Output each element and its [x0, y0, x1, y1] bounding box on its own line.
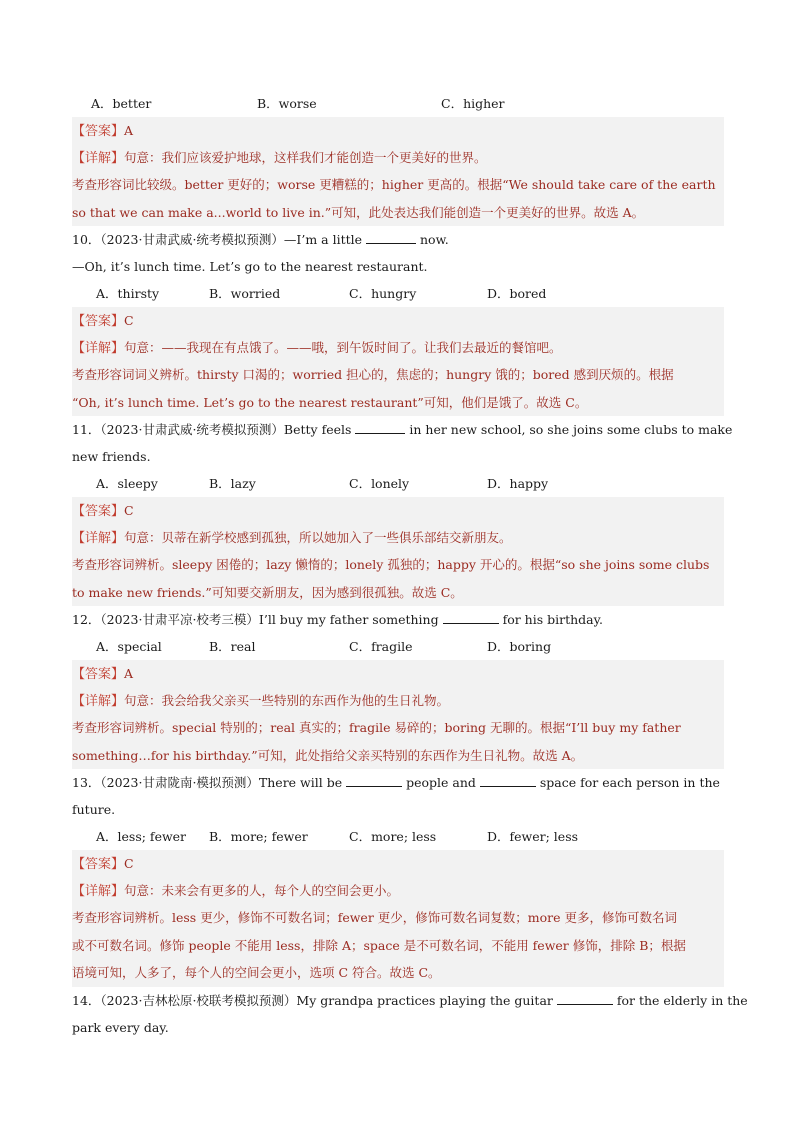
q10-meaning: 【详解】句意：——我现在有点饿了。——哦，到午饭时间了。让我们去最近的餐馆吧。	[72, 340, 562, 356]
q13-answer: 【答案】C	[72, 856, 134, 872]
q14-stem-line2: park every day.	[72, 1019, 169, 1035]
q11-solution	[72, 497, 724, 606]
answer-blank	[443, 611, 499, 624]
q12-option-d: D．boring	[487, 639, 552, 654]
q10-stem: 10．（2023·甘肃武威·统考模拟预测）—I’m a little now.	[72, 232, 449, 247]
q13-option-b: B．more; fewer	[209, 829, 308, 844]
q13-options	[72, 823, 724, 850]
q10-option-d: D．bored	[487, 286, 547, 301]
q10-analysis-line: 考查形容词词义辨析。thirsty 口渴的；worried 担心的，焦虑的；hungry 饿的；bored 感到厌烦的。根据	[72, 367, 674, 382]
answer-blank	[557, 992, 613, 1005]
q11-analysis-line: to make new friends.”可知要交新朋友，因为感到很孤独。故选 C。	[72, 584, 463, 600]
q11-option-a: A．sleepy	[96, 476, 158, 491]
q12-option-b: B．real	[209, 639, 256, 654]
q12-solution	[72, 660, 724, 769]
answer-blank	[355, 421, 405, 434]
q11-option-d: D．happy	[487, 476, 549, 491]
q9-option-c: C．higher	[441, 96, 505, 111]
q12-option-a: A．special	[96, 639, 162, 654]
q11-answer: 【答案】C	[72, 503, 134, 519]
q9-option-a: A．better	[91, 96, 152, 111]
answer-blank	[346, 774, 402, 787]
q13-option-a: A．less; fewer	[96, 829, 187, 844]
q11-options	[72, 470, 724, 497]
q12-meaning: 【详解】句意：我会给我父亲买一些特别的东西作为他的生日礼物。	[72, 693, 450, 709]
q11-stem-line2: new friends.	[72, 449, 151, 464]
q9-options	[72, 90, 724, 117]
q9-meaning: 【详解】句意：我们应该爱护地球，这样我们才能创造一个更美好的世界。	[72, 150, 487, 166]
q11-analysis-line: 考查形容词辨析。sleepy 困倦的；lazy 懒惰的；lonely 孤独的；happy 开心的。根据“so she joins some clubs	[72, 557, 710, 572]
q12-analysis-line: 考查形容词辨析。special 特别的；real 真实的；fragile 易碎的；boring 无聊的。根据“I’ll buy my father	[72, 720, 681, 735]
answer-blank	[480, 774, 536, 787]
q9-analysis-line: 考查形容词比较级。better 更好的；worse 更糟糕的；higher 更高的。根据“We should take care of the earth	[72, 177, 716, 192]
q12-stem: 12．（2023·甘肃平凉·校考三模）I’ll buy my father something for his birthday.	[72, 612, 603, 627]
q13-meaning: 【详解】句意：未来会有更多的人，每个人的空间会更小。	[72, 883, 400, 899]
q13-analysis-line: 语境可知，人多了，每个人的空间会更小，选项 C 符合。故选 C。	[72, 965, 441, 980]
q9-solution	[72, 117, 724, 226]
q13-option-d: D．fewer; less	[487, 829, 579, 844]
q10-stem-line2: —Oh, it’s lunch time. Let’s go to the nearest restaurant.	[72, 259, 428, 274]
q10-option-b: B．worried	[209, 286, 281, 301]
q12-option-c: C．fragile	[349, 639, 413, 654]
q12-answer: 【答案】A	[72, 666, 134, 682]
q10-options	[72, 280, 724, 307]
q10-answer: 【答案】C	[72, 313, 134, 329]
q11-option-c: C．lonely	[349, 476, 410, 491]
q10-solution	[72, 307, 724, 416]
q12-analysis-line: something…for his birthday.”可知，此处指给父亲买特别的东西作为生日礼物。故选 A。	[72, 747, 584, 763]
q13-analysis-line: 考查形容词辨析。less 更少，修饰不可数名词；fewer 更少，修饰可数名词复数；more 更多，修饰可数名词	[72, 910, 677, 925]
q12-options	[72, 633, 724, 660]
q13-solution	[72, 850, 724, 987]
q14-stem: 14．（2023·吉林松原·校联考模拟预测）My grandpa practices playing the guitar for the elderly in the	[72, 992, 748, 1008]
q13-option-c: C．more; less	[349, 829, 437, 844]
q13-stem-line2: future.	[72, 802, 116, 817]
q10-option-a: A．thirsty	[96, 286, 160, 301]
q11-option-b: B．lazy	[209, 476, 256, 491]
q9-option-b: B．worse	[257, 96, 317, 111]
answer-blank	[366, 231, 416, 244]
q13-analysis-line: 或不可数名词。修饰 people 不能用 less，排除 A；space 是不可数名词，不能用 fewer 修饰，排除 B；根据	[72, 937, 686, 953]
q11-meaning: 【详解】句意：贝蒂在新学校感到孤独，所以她加入了一些俱乐部结交新朋友。	[72, 530, 512, 546]
q13-stem: 13．（2023·甘肃陇南·模拟预测）There will be people and space for each person in the	[72, 775, 720, 790]
content	[72, 90, 748, 1041]
q9-analysis-line: so that we can make a...world to live in.”可知，此处表达我们能创造一个更美好的世界。故选 A。	[72, 204, 645, 220]
q10-analysis-line: “Oh, it’s lunch time. Let’s go to the nearest restaurant”可知，他们是饿了。故选 C。	[72, 394, 588, 410]
q9-answer: 【答案】A	[72, 123, 134, 139]
q10-option-c: C．hungry	[349, 286, 417, 301]
q11-stem: 11．（2023·甘肃武威·统考模拟预测）Betty feels in her new school, so she joins some clubs to make	[72, 422, 733, 437]
